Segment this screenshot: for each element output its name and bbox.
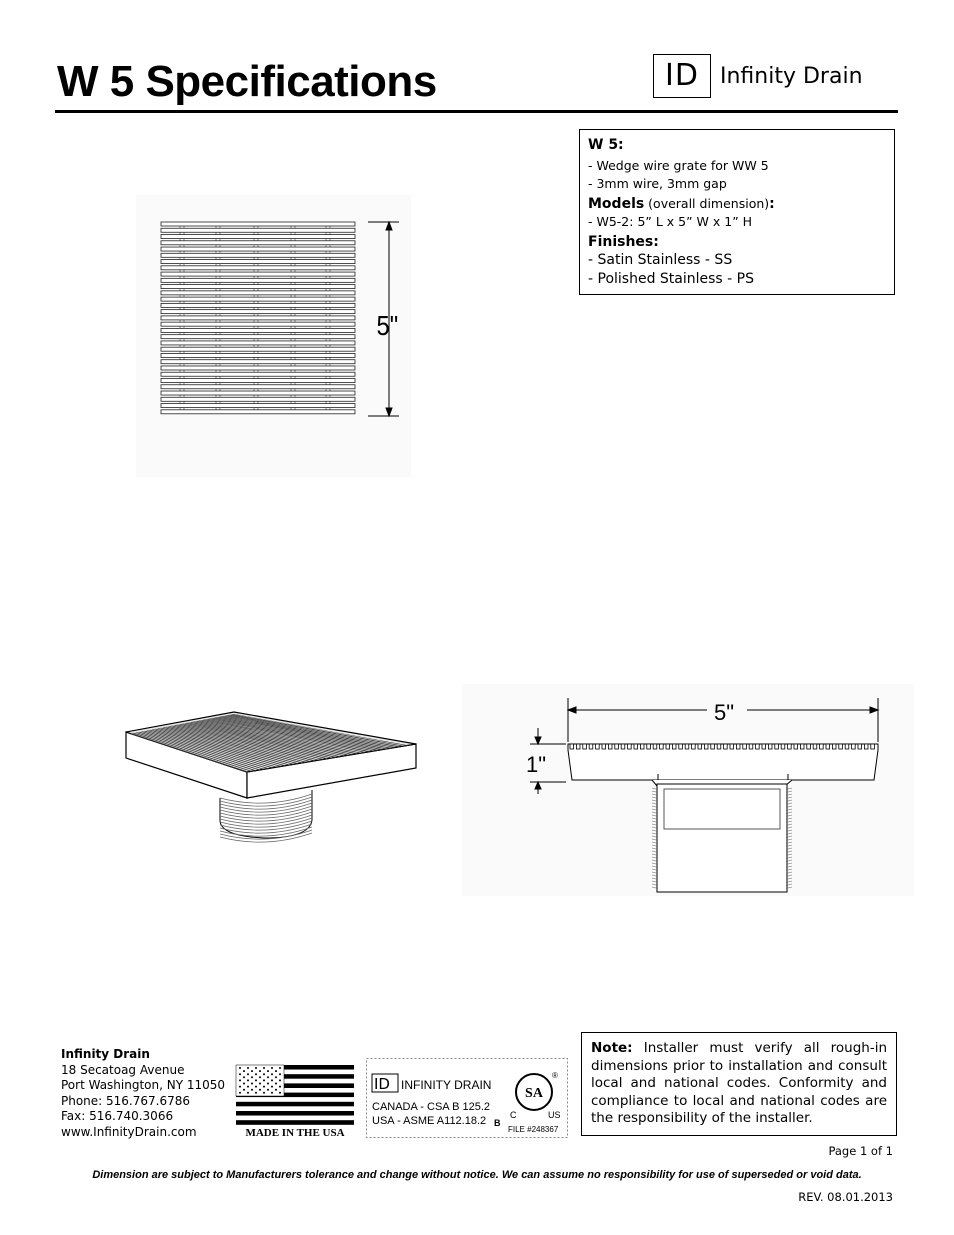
models-label: Models	[588, 196, 645, 212]
spec-feature: - Wedge wire grate for WW 5	[588, 158, 769, 173]
page-number: Page 1 of 1	[828, 1144, 893, 1158]
grate-wire	[161, 397, 355, 401]
installer-note	[581, 1032, 897, 1136]
grate-wire	[161, 247, 355, 251]
model-item: - W5-2: 5” L x 5” W x 1” H	[588, 214, 753, 229]
grate-wire	[161, 322, 355, 326]
cert-brand: INFINITY DRAIN	[401, 1078, 492, 1092]
address-line: Port Washington, NY 11050	[61, 1078, 226, 1092]
models-colon: :	[769, 196, 775, 212]
grate-wire	[161, 235, 355, 239]
certification-label	[366, 1058, 568, 1138]
csa-registered: ®	[552, 1071, 558, 1080]
made-in-usa-label: MADE IN THE USA	[245, 1127, 345, 1139]
logo-mark: ID	[653, 54, 711, 98]
grate-wire	[161, 360, 355, 364]
phone-line: Phone: 516.767.6786	[61, 1093, 191, 1108]
finishes-heading: Finishes:	[588, 234, 659, 250]
finish-item: - Satin Stainless - SS	[588, 252, 733, 268]
infinity-drain-logo	[653, 54, 903, 102]
spec-feature: - 3mm wire, 3mm gap	[588, 176, 727, 191]
csa-us-label: US	[548, 1110, 561, 1120]
top-view-drawing	[136, 195, 411, 477]
grate-wire	[161, 353, 355, 357]
cert-brand-mark: ID	[374, 1075, 390, 1093]
grate-wire	[161, 228, 355, 232]
grate-wire	[161, 303, 355, 307]
company-name: Infinity Drain	[61, 1047, 150, 1061]
spec-box	[579, 129, 895, 295]
page-title: W 5 Specifications	[57, 57, 437, 106]
company-address	[61, 1047, 225, 1140]
models-sub-label: (overall dimension)	[644, 196, 770, 211]
grate-wire	[161, 253, 355, 257]
threaded-pipe	[220, 790, 312, 842]
grate-wire	[161, 328, 355, 332]
note-label: Note:	[591, 1040, 633, 1056]
disclaimer: Dimension are subject to Manufacturers tolerance and change without notice. We can assume no responsibility for use of superseded or void data.	[92, 1169, 862, 1181]
grate-wire	[161, 260, 355, 264]
grate-wire	[161, 278, 355, 282]
grate-wire	[161, 285, 355, 289]
models-heading	[588, 195, 886, 213]
cert-line-usa: USA - ASME A112.18.2	[372, 1115, 487, 1127]
grate-wire	[161, 372, 355, 376]
grate-wire	[161, 241, 355, 245]
grate-wire	[161, 272, 355, 276]
grate-wire	[161, 310, 355, 314]
grate-wires	[161, 222, 355, 414]
side-view-drawing	[462, 684, 914, 896]
spec-heading: W 5:	[588, 137, 624, 153]
note-text: Installer must verify all rough-in dimensions prior to installation and consult local and national codes. Conformity and compliance to local and national codes are the responsibility of the installer.	[591, 1040, 887, 1126]
side-width-label: 5"	[714, 700, 735, 725]
title-divider	[55, 110, 898, 113]
csa-c-label: C	[510, 1110, 517, 1120]
grate-wire	[161, 379, 355, 383]
finish-item: - Polished Stainless - PS	[588, 271, 754, 287]
grate-wire	[161, 291, 355, 295]
address-line: 18 Secatoag Avenue	[61, 1062, 185, 1077]
grate-wire	[161, 341, 355, 345]
isometric-drawing	[120, 690, 450, 850]
grate-wire	[161, 335, 355, 339]
grate-wire	[161, 266, 355, 270]
cert-line-canada: CANADA - CSA B 125.2	[372, 1101, 490, 1113]
cert-mark-b: B	[494, 1118, 501, 1128]
grate-wire	[161, 404, 355, 408]
website-line: www.InfinityDrain.com	[61, 1124, 197, 1139]
cert-file-number: FILE #248367	[508, 1125, 559, 1134]
side-height-label: 1"	[526, 752, 547, 777]
grate-wire	[161, 410, 355, 414]
grate-wire	[161, 316, 355, 320]
fax-line: Fax: 516.740.3066	[61, 1109, 174, 1123]
revision-date: REV. 08.01.2013	[798, 1190, 893, 1204]
grate-wire	[161, 297, 355, 301]
logo-name: Infinity Drain	[720, 64, 863, 89]
grate-wire	[161, 385, 355, 389]
top-dim-label: 5"	[376, 309, 399, 342]
grate-wire	[161, 347, 355, 351]
usa-flag-icon	[236, 1065, 354, 1139]
csa-logo-text: SA	[525, 1086, 543, 1101]
grate-wire	[161, 222, 355, 226]
grate-wire	[161, 391, 355, 395]
grate-wire	[161, 366, 355, 370]
